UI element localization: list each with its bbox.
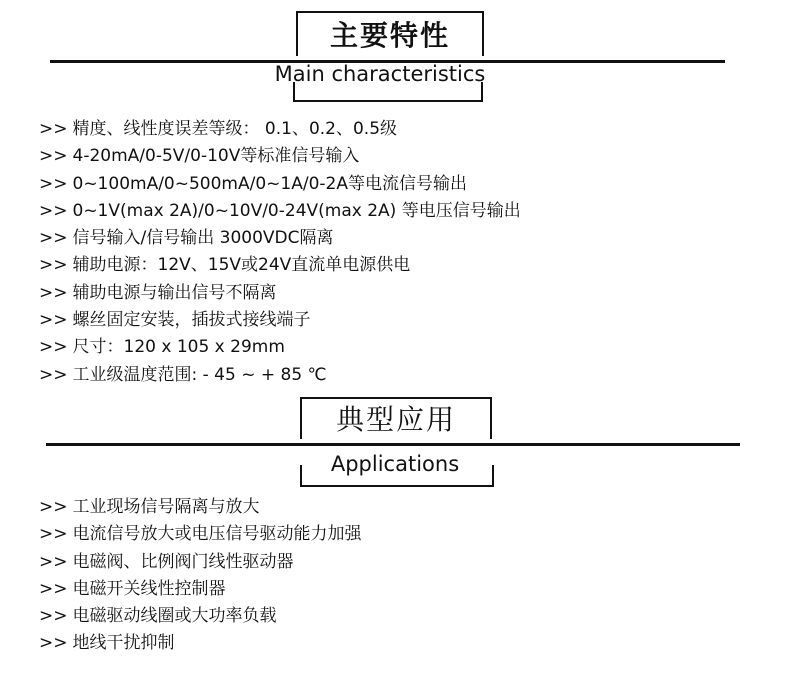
list-item — [39, 494, 362, 521]
bullet: >> — [39, 228, 68, 249]
bullet: >> — [39, 497, 68, 517]
item-text: 信号输入/信号输出 3000VDC隔离 — [72, 228, 334, 249]
item-text: 工业现场信号隔离与放大 — [72, 497, 260, 517]
item-text: 地线干扰抑制 — [72, 633, 175, 654]
bullet: >> — [39, 173, 68, 194]
list-item — [39, 198, 521, 225]
bullet: >> — [39, 364, 68, 385]
list-item — [39, 252, 521, 279]
item-text: 4-20mA/0-5V/0-10V等标准信号输入 — [72, 146, 360, 167]
item-text: 电磁驱动线圈或大功率负载 — [72, 606, 277, 627]
list-item — [39, 334, 521, 361]
item-text: 0~100mA/0~500mA/0~1A/0-2A等电流信号输出 — [72, 173, 467, 194]
bullet: >> — [39, 255, 68, 276]
list-item — [39, 280, 521, 307]
bullet: >> — [39, 337, 68, 358]
item-text: 螺丝固定安装，插拔式接线端子 — [72, 310, 311, 331]
item-text: 工业级温度范围: - 45 ~ + 85 ℃ — [72, 364, 327, 385]
applications-list — [39, 494, 362, 658]
applications-title-en: Applications — [330, 452, 460, 476]
list-item — [39, 143, 521, 170]
bullet: >> — [39, 146, 68, 167]
bullet: >> — [39, 606, 68, 627]
applications-header — [0, 390, 800, 500]
list-item — [39, 225, 521, 252]
list-item — [39, 307, 521, 334]
characteristics-title-en: Main characteristics — [274, 62, 486, 86]
item-text: 电磁阀、比例阀门线性驱动器 — [72, 551, 294, 572]
item-text: 尺寸：120 x 105 x 29mm — [72, 337, 285, 358]
bullet: >> — [39, 310, 68, 331]
item-text: 辅助电源：12V、15V或24V直流单电源供电 — [72, 255, 411, 276]
applications-title-zh: 典型应用 — [335, 403, 456, 436]
list-item — [39, 116, 521, 143]
list-item — [39, 603, 362, 630]
title-frame-bottom — [293, 82, 483, 102]
list-item — [39, 576, 362, 603]
bullet: >> — [39, 119, 68, 139]
list-item — [39, 171, 521, 198]
characteristics-title-zh: 主要特性 — [329, 19, 450, 52]
bullet: >> — [39, 551, 68, 572]
bullet: >> — [39, 578, 68, 599]
list-item — [39, 521, 362, 548]
item-text: 精度、线性度误差等级： 0.1、0.2、0.5级 — [72, 119, 398, 139]
characteristics-list — [39, 116, 521, 389]
item-text: 辅助电源与输出信号不隔离 — [72, 282, 277, 303]
title-frame-bottom — [300, 465, 494, 487]
characteristics-header — [0, 0, 800, 110]
item-text: 电流信号放大或电压信号驱动能力加强 — [72, 524, 362, 545]
list-item — [39, 549, 362, 576]
bullet: >> — [39, 633, 68, 654]
bullet: >> — [39, 200, 68, 221]
list-item — [39, 630, 362, 657]
list-item — [39, 362, 521, 389]
item-text: 0~1V(max 2A)/0~10V/0-24V(max 2A) 等电压信号输出 — [72, 200, 521, 221]
bullet: >> — [39, 524, 68, 545]
bullet: >> — [39, 282, 68, 303]
applications-divider — [46, 443, 740, 446]
item-text: 电磁开关线性控制器 — [72, 578, 226, 599]
